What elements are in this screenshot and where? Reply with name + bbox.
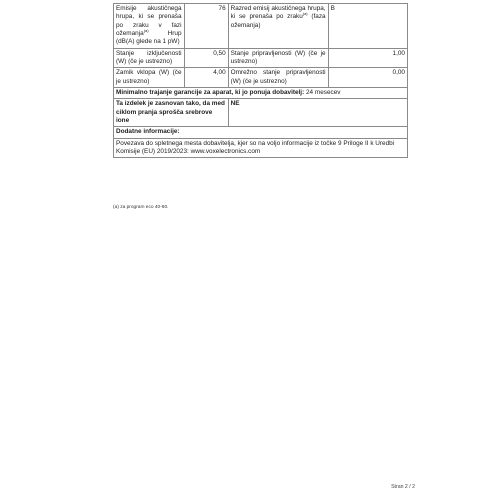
silver-ions-label: Ta izdelek je zasnovan tako, da med ciklom pranja sprošča srebrove ione (114, 99, 229, 127)
table-row (114, 127, 408, 138)
cell-text: Razred emisij akustičnega hrupa, ki se prenaša po zraku (230, 5, 326, 21)
noise-class-label (228, 4, 328, 49)
table-row (114, 4, 408, 49)
delay-start-label: Zamik vklopa (W) (če je ustrezno) (114, 68, 185, 88)
guarantee-cell (114, 87, 408, 98)
footnote-marker: (a) (302, 11, 308, 17)
off-mode-value: 0,50 (184, 48, 228, 68)
off-mode-label: Stanje izključenosti (W) (če je ustrezno) (114, 48, 185, 68)
footnote-marker: (a) (143, 27, 149, 33)
standby-label: Stanje pripravljenosti (W) (če je ustrezno) (228, 48, 328, 68)
silver-ions-value: NE (228, 99, 407, 127)
table-row (114, 87, 408, 98)
cell-text: (faza ožemanja) (230, 13, 326, 29)
additional-info-text: Povezava do spletnega mesta dobavitelja, kjer so na voljo informacije iz točke 9 Priloge II k Uredbi Komisije (EU) 2019/2023: www.voxelectronics.com (114, 138, 408, 158)
product-info-table (113, 3, 408, 158)
footnote: (a) za program eco 40-60. (113, 205, 169, 210)
standby-value: 1,00 (328, 48, 407, 68)
table-row (114, 138, 408, 158)
cell-text: Hrup (dB(A) glede na 1 pW) (116, 29, 182, 46)
page-number: Stran 2 / 2 (391, 484, 415, 490)
table-row (114, 99, 408, 127)
cell-text: Emisije akustičnega hrupa, ki se prenaša po zraku v fazi ožemanja (116, 5, 182, 37)
network-standby-label: Omrežno stanje pripravljenosti (W) (če je ustrezno) (228, 68, 328, 88)
noise-emission-label (114, 4, 185, 49)
guarantee-label: Minimalno trajanje garancije za aparat, ki jo ponuja dobavitelj: (116, 88, 305, 96)
delay-start-value: 4,00 (184, 68, 228, 88)
guarantee-value: 24 mesecev (306, 88, 341, 96)
additional-info-heading: Dodatne informacije: (114, 127, 408, 138)
noise-class-value: B (328, 4, 407, 49)
table-row (114, 68, 408, 88)
network-standby-value: 0,00 (328, 68, 407, 88)
noise-emission-value: 76 (184, 4, 228, 49)
table-row (114, 48, 408, 68)
